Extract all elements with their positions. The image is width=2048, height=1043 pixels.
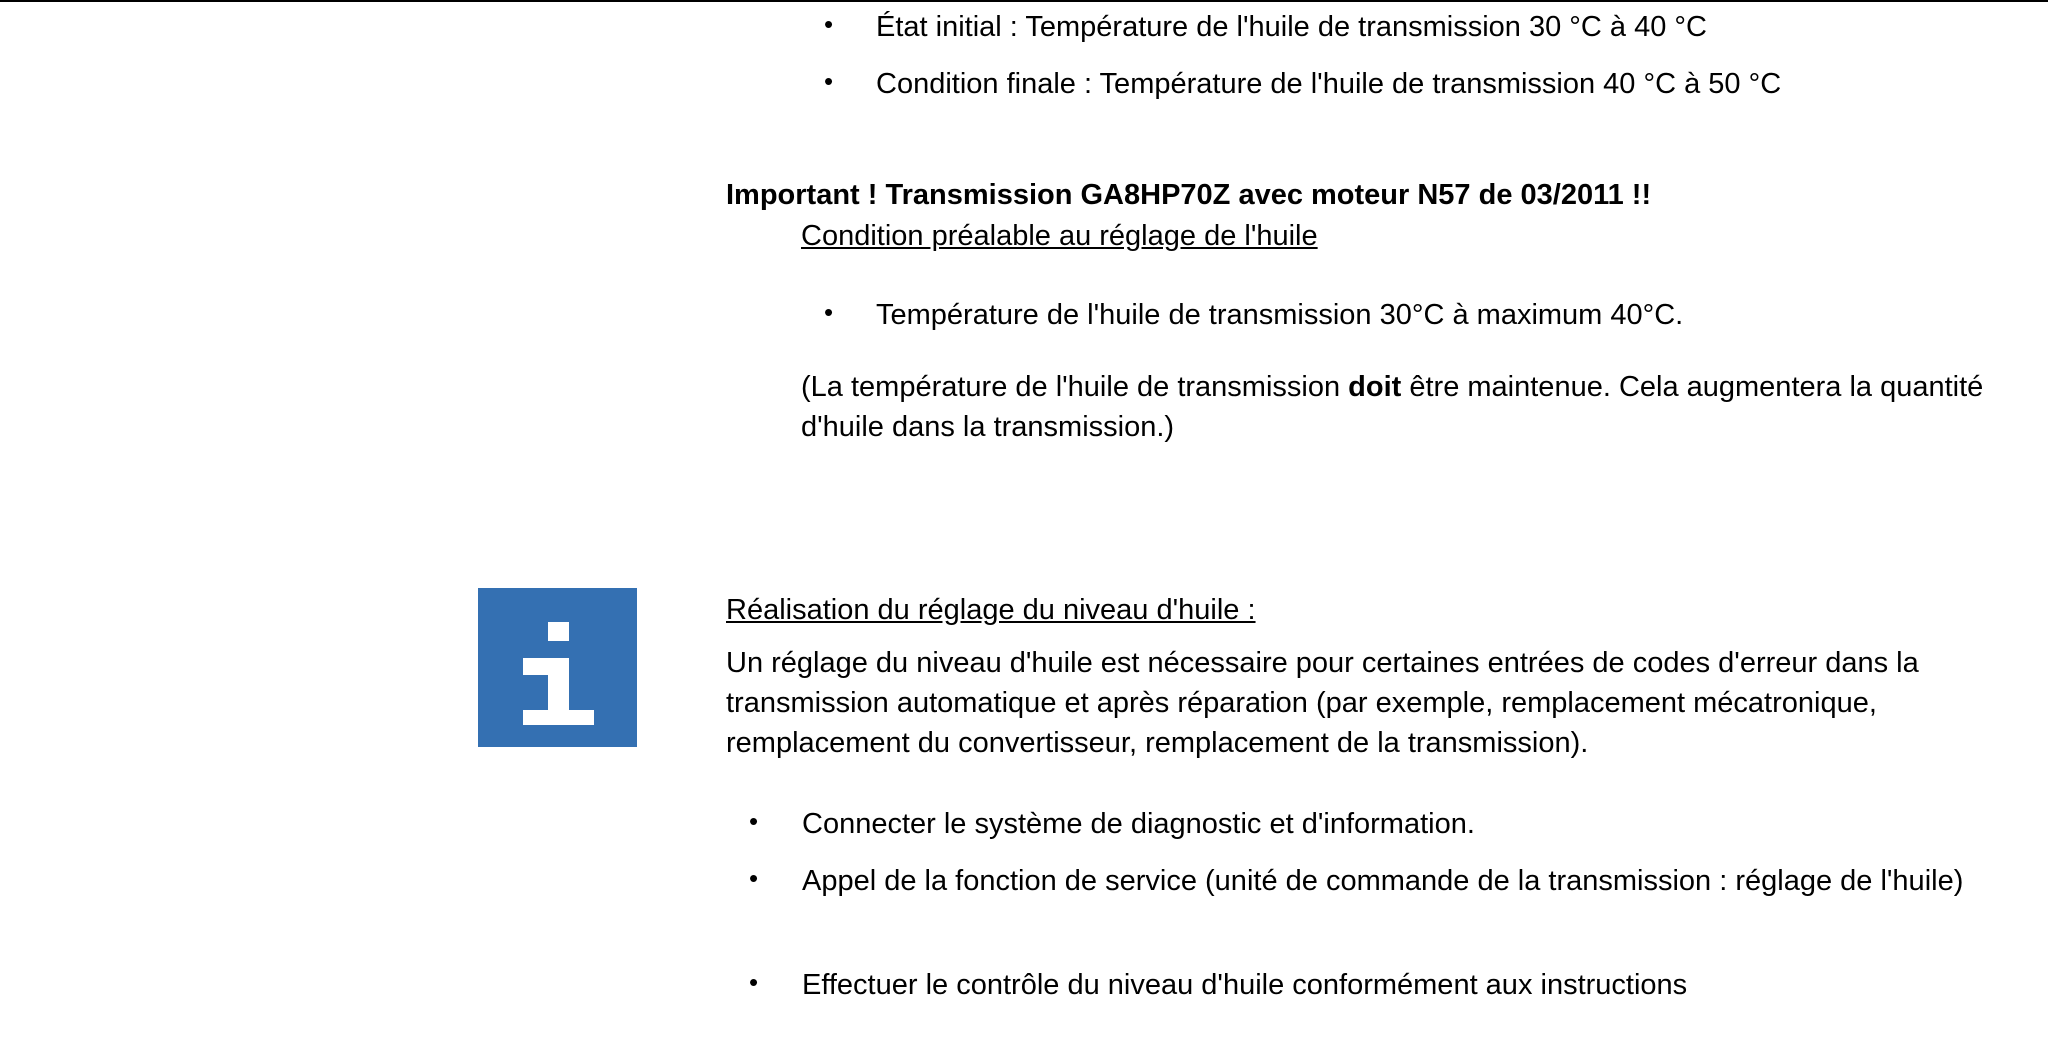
precondition-heading: Condition préalable au réglage de l'huile — [801, 220, 1318, 252]
bullet-dot: • — [749, 863, 759, 893]
list-item: Température de l'huile de transmission 30°C à maximum 40°C. — [876, 299, 1684, 331]
info-paragraph: Un réglage du niveau d'huile est nécessaire pour certaines entrées de codes d'erreur dans la transmission automatique et après réparation (par exemple, remplacement mécatronique, remplacement du convertisseur, remplacement de la transmission). — [726, 647, 1919, 759]
bullet-dot: • — [749, 806, 759, 836]
info-heading: Réalisation du réglage du niveau d'huile : — [726, 594, 1256, 626]
list-item: État initial : Température de l'huile de transmission 30 °C à 40 °C — [876, 11, 1707, 43]
info-icon — [478, 588, 637, 747]
note-text-bold: doit — [1348, 371, 1402, 403]
list-item: Condition finale : Température de l'huile de transmission 40 °C à 50 °C — [876, 68, 1782, 100]
note-text-before: (La température de l'huile de transmission — [801, 371, 1349, 403]
bullet-dot: • — [749, 967, 759, 997]
bullet-dot: • — [824, 66, 834, 96]
list-item: Appel de la fonction de service (unité de commande de la transmission : réglage de l'huile) — [802, 865, 1964, 897]
bullet-dot: • — [824, 297, 834, 327]
note-text-after: être maintenue. Cela augmentera la quantité d'huile dans la transmission.) — [801, 371, 1984, 443]
list-item: Connecter le système de diagnostic et d'information. — [802, 808, 1475, 840]
note-paragraph — [801, 367, 2001, 447]
list-item: Effectuer le contrôle du niveau d'huile conformément aux instructions — [802, 969, 1688, 1001]
important-heading: Important ! Transmission GA8HP70Z avec moteur N57 de 03/2011 !! — [726, 179, 1652, 211]
bullet-dot: • — [824, 9, 834, 39]
top-divider — [0, 0, 2048, 2]
